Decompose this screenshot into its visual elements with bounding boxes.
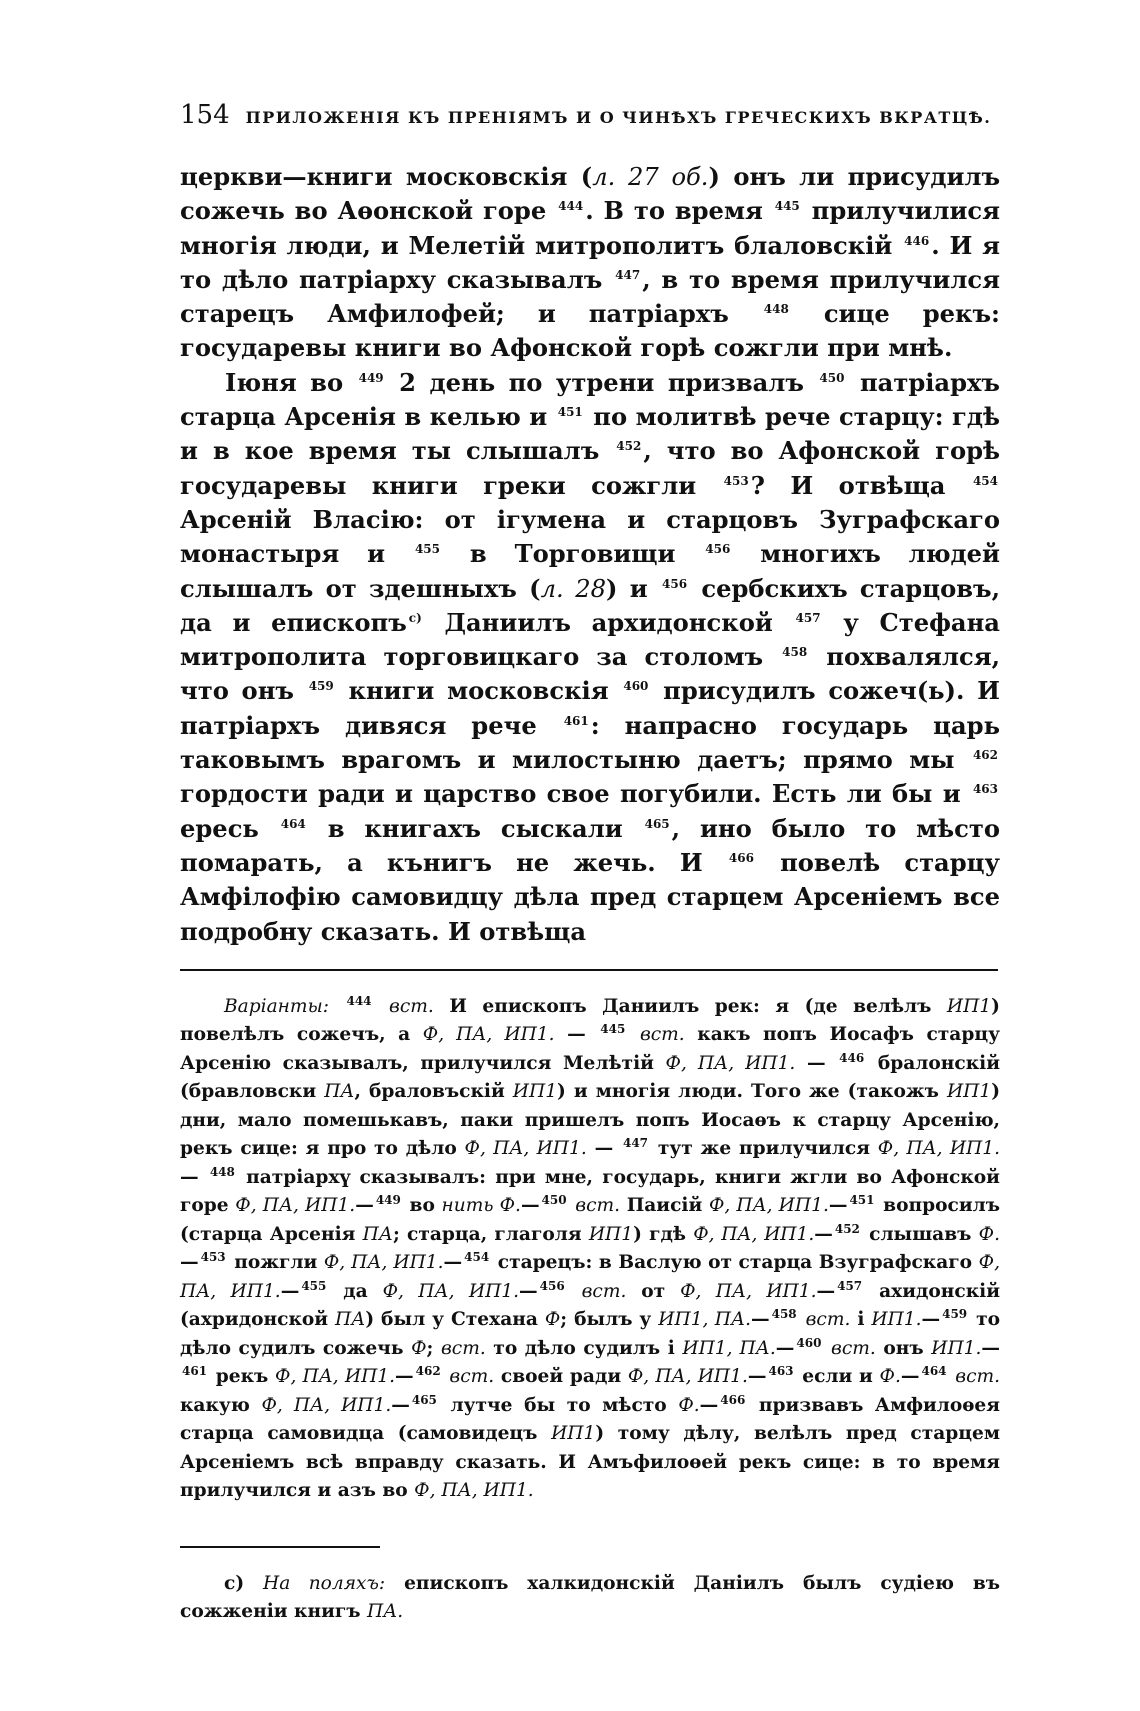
abbreviation: нить Ф.: [441, 1195, 521, 1217]
manuscript-siglum: Ф, ПА, ИП1.: [464, 1138, 587, 1160]
text-run: 2 день по утрени призвалъ: [385, 367, 818, 397]
text-run: от: [626, 1280, 681, 1302]
variant-marker: 448: [763, 302, 789, 317]
abbreviation: вст.: [389, 995, 434, 1017]
variant-marker: 456: [662, 576, 688, 591]
manuscript-siglum: ИП1: [946, 995, 992, 1017]
variant-marker: 460: [623, 679, 649, 694]
variant-number: 457: [837, 1278, 863, 1293]
manuscript-siglum: Ф.: [879, 1366, 901, 1388]
variant-marker: 455: [414, 542, 441, 557]
text-run: у Стефана митрополита торговицкаго за столомъ: [180, 607, 1000, 672]
page-header: [180, 100, 1000, 140]
variant-number: 458: [771, 1307, 797, 1322]
manuscript-siglum: Ф, ПА, ИП1.: [665, 1052, 796, 1074]
manuscript-siglum: ИП1, ПА.: [682, 1337, 776, 1359]
text-run: —: [699, 1394, 719, 1416]
manuscript-siglum: Ф, ПА, ИП1.: [422, 1024, 555, 1046]
variant-marker: 454: [972, 473, 998, 488]
main-paragraph-1: [180, 160, 1000, 366]
variant-marker: 466: [728, 850, 754, 865]
text-run: в книгахъ сыскали: [307, 813, 643, 843]
variant-marker: 453: [723, 473, 749, 488]
text-run: і: [850, 1309, 872, 1331]
text-run: —: [554, 1024, 599, 1046]
manuscript-siglum: Ф: [544, 1309, 561, 1331]
text-run: лутче бы то мѣсто: [438, 1394, 679, 1416]
variant-marker: 450: [819, 370, 845, 385]
text-run: [329, 996, 345, 1017]
manuscript-siglum: ИП1: [551, 1423, 596, 1445]
abbreviation: вст.: [440, 1337, 486, 1359]
text-run: —: [828, 1195, 848, 1217]
text-run: —: [586, 1138, 621, 1160]
text-run: какъ попъ Иосафъ старцу Арсенію сказывалъ, прилучился Мелѣтій: [180, 1024, 1000, 1074]
text-run: Іюня во: [225, 367, 357, 397]
main-text: [180, 160, 1000, 949]
text-run: , в то время прилучился старецъ Амфилофей; и патріархъ: [180, 264, 1000, 329]
text-run: старецъ: в Васлую от старца Взуграфскаго: [491, 1252, 979, 1274]
variant-number: 452: [834, 1221, 860, 1236]
text-run: прилучилися многія люди, и Мелетій митрополитъ блаловскій: [180, 196, 1000, 260]
manuscript-siglum: ИП1: [512, 1081, 558, 1103]
variant-number: 462: [415, 1364, 441, 1379]
text-run: —: [180, 1252, 199, 1274]
text-run: —: [395, 1366, 414, 1388]
text-run: да: [328, 1280, 383, 1302]
variant-number: 454: [464, 1250, 490, 1265]
text-run: [374, 996, 390, 1017]
text-run: ересь: [180, 813, 279, 843]
abbreviation: вст.: [581, 1280, 627, 1302]
text-run: тут же прилучился: [650, 1138, 878, 1160]
text-run: гордости ради и царство свое погубили. Есть ли бы и: [180, 779, 971, 809]
manuscript-siglum: Ф, ПА, ИП1.: [708, 1195, 829, 1217]
manuscript-siglum: ПА: [324, 1081, 355, 1103]
text-run: многихъ людей слышалъ от здешныхъ (: [180, 539, 1000, 603]
text-run: ) повелѣлъ сожечъ, а: [180, 995, 1000, 1046]
text-run: ) дни, мало помешькавъ, паки пришелъ попъ Иосаѳъ к старцу Арсенію, рекъ сице: я про то дѣло: [180, 1081, 1001, 1160]
text-run: призвавъ Амфилоѳея старца самовидца (самовидецъ: [180, 1394, 1000, 1445]
text-run: —: [981, 1337, 1000, 1359]
text-run: [823, 1338, 831, 1359]
footnote-margin-note: На поляхъ:: [263, 1572, 386, 1594]
variant-marker: 465: [644, 816, 670, 831]
variant-marker: 451: [557, 405, 583, 420]
variant-marker: 449: [358, 370, 384, 385]
manuscript-siglum: ИП1.: [931, 1337, 982, 1359]
text-run: патріархъ старца Арсенія в келью и: [180, 367, 1000, 432]
text-run: —: [751, 1309, 770, 1331]
variant-marker: 459: [308, 679, 334, 694]
variant-number: 461: [182, 1364, 208, 1379]
text-run: в Торговищи: [442, 539, 704, 569]
variants-apparatus: [180, 993, 1000, 1506]
variant-number: 463: [768, 1364, 794, 1379]
variant-number: 444: [346, 993, 372, 1008]
variant-marker: 457: [795, 610, 821, 625]
variant-marker: 446: [904, 233, 930, 248]
text-run: ) онъ ли присудилъ сожечь во Аѳонской горе: [180, 162, 1000, 226]
manuscript-siglum: Ф, ПА, ИП1.: [261, 1394, 392, 1416]
text-run: церкви—книги московскія (: [180, 162, 593, 191]
manuscript-siglum: Ф.: [978, 1223, 1000, 1245]
manuscript-siglum: Ф, ПА, ИП1.: [235, 1195, 356, 1217]
abbreviation: вст.: [831, 1337, 876, 1359]
text-run: вопросилъ (старца Арсенія: [180, 1195, 1000, 1245]
variant-marker: 461: [563, 713, 589, 728]
text-run: сербскихъ старцовъ, да и епископъ: [180, 573, 1001, 637]
footnote-marker: c): [408, 610, 422, 625]
text-run: присудилъ сожеч(ь). И патріархъ дивяся рече: [180, 676, 1001, 740]
main-divider: [180, 969, 998, 971]
manuscript-siglum: ПА: [362, 1223, 393, 1245]
text-run: рекъ: [209, 1366, 276, 1388]
text-run: пожгли: [227, 1252, 324, 1274]
footnote: [180, 1570, 1000, 1627]
text-run: —: [180, 1166, 208, 1188]
footnote-divider: [180, 1546, 380, 1548]
text-run: во: [402, 1195, 442, 1217]
running-title: ПРИЛОЖЕНІЯ КЪ ПРЕНІЯМЪ И О ЧИНѢХЪ ГРЕЧЕСКИХЪ ВКРАТЦѢ.: [245, 108, 992, 127]
manuscript-siglum: ПА: [335, 1309, 366, 1331]
text-run: повелѣ старцу Амфілофію самовидцу дѣла пред старцем Арсеніемъ все подробну сказать. И отвѣща: [180, 847, 1000, 946]
text-run: своей ради: [494, 1366, 628, 1388]
text-run: —: [520, 1195, 540, 1217]
folio-reference: л. 28: [540, 574, 607, 603]
text-run: , браловъскій: [354, 1081, 513, 1103]
text-run: ахидонскій (ахридонской: [180, 1280, 1001, 1331]
text-run: какую: [180, 1394, 262, 1416]
text-run: сице рекъ: государевы книги во Афонской горѣ сожгли при мнѣ.: [180, 299, 1000, 363]
variant-number: 460: [796, 1335, 822, 1350]
page-number: 154: [180, 100, 230, 130]
manuscript-siglum: Ф: [411, 1337, 427, 1359]
text-run: ) гдѣ: [633, 1223, 694, 1245]
page: [180, 100, 1000, 1627]
text-run: —: [921, 1309, 941, 1331]
variant-number: 465: [411, 1392, 437, 1407]
text-run: епископъ халкидонскій Даніилъ былъ судіею въ сожженіи книгъ: [180, 1572, 1000, 1623]
text-run: . И я то дѣло патріарху сказывалъ: [180, 230, 1001, 294]
manuscript-siglum: ПА.: [367, 1601, 404, 1623]
main-paragraph-2: [180, 366, 1000, 949]
text-run: ) и: [606, 573, 661, 603]
manuscript-siglum: Ф, ПА, ИП1.: [877, 1138, 1001, 1160]
text-run: —: [519, 1280, 538, 1302]
variant-number: 453: [200, 1250, 226, 1265]
text-run: патріархү сказывалъ: при мне, государь, книги жгли во Афонской горе: [180, 1166, 1000, 1217]
variants-heading: Варіанты:: [224, 995, 329, 1017]
text-run: книги московскія: [335, 676, 622, 706]
variant-marker: 464: [280, 816, 306, 831]
text-run: —: [814, 1223, 833, 1245]
variant-marker: 463: [972, 782, 998, 797]
text-run: —: [747, 1366, 767, 1388]
text-run: Паисій: [620, 1195, 709, 1217]
manuscript-siglum: ИП1: [946, 1081, 992, 1103]
text-run: бралонскій (бравловски: [180, 1052, 1000, 1103]
manuscript-siglum: Ф, ПА, ИП1.: [382, 1280, 520, 1302]
abbreviation: вст.: [449, 1366, 495, 1388]
variant-number: 459: [942, 1307, 968, 1322]
variant-number: 450: [541, 1193, 567, 1208]
variant-number: 466: [720, 1392, 746, 1407]
text-run: , что во Афонской горѣ государевы книги греки сожгли: [180, 436, 1000, 500]
text-run: —: [900, 1366, 920, 1388]
text-run: ) был у Стехана: [365, 1309, 545, 1331]
variant-number: 451: [849, 1193, 875, 1208]
variant-number: 449: [375, 1193, 401, 1208]
manuscript-siglum: ИП1, ПА.: [658, 1309, 752, 1331]
text-run: то дѣло судилъ і: [485, 1337, 683, 1359]
manuscript-siglum: Ф, ПА, ИП1.: [275, 1366, 396, 1388]
folio-reference: л. 27 об.: [592, 163, 709, 191]
text-run: [627, 1024, 640, 1045]
variant-number: 455: [301, 1278, 327, 1293]
text-run: —: [816, 1280, 836, 1302]
footnote-label: c): [224, 1572, 264, 1594]
text-run: ;: [426, 1337, 441, 1359]
text-run: —: [391, 1394, 410, 1416]
text-run: похвалялся, что онъ: [180, 642, 1000, 706]
variant-marker: 456: [705, 542, 731, 557]
text-run: ? И отвѣща: [750, 470, 971, 500]
text-run: ) тому дѣлу, велѣлъ пред старцем Арсеніемъ всѣ вправду сказать. И Амъфилоѳей рекъ сице: в то время прилучился и азъ во: [180, 1423, 1001, 1502]
text-run: —: [795, 1052, 838, 1074]
manuscript-siglum: Ф, ПА, ИП1.: [323, 1252, 444, 1274]
variant-marker: 452: [616, 439, 642, 454]
manuscript-siglum: Ф, ПА, ИП1.: [627, 1366, 748, 1388]
manuscript-siglum: Ф, ПА, ИП1.: [180, 1252, 1000, 1302]
manuscript-siglum: ИП1: [588, 1223, 634, 1245]
abbreviation: вст.: [805, 1309, 851, 1331]
variant-marker: 444: [558, 199, 584, 214]
text-run: И епископъ Даниилъ рек: я (де велѣлъ: [433, 995, 947, 1017]
text-run: . В то время: [585, 196, 773, 226]
text-run: по молитвѣ рече старцу: гдѣ и в кое время ты слышалъ: [180, 402, 1000, 466]
text-run: Даниилъ архидонской: [423, 607, 794, 637]
abbreviation: вст.: [639, 1024, 685, 1046]
manuscript-siglum: Ф, ПА, ИП1.: [414, 1480, 534, 1502]
variant-marker: 445: [774, 199, 800, 214]
text-run: Арсеній Власію: от ігумена и старцовъ Зуграфскаго монастыря и: [180, 504, 1000, 569]
manuscript-siglum: Ф.: [678, 1394, 700, 1416]
variant-number: 456: [539, 1278, 565, 1293]
manuscript-siglum: Ф, ПА, ИП1.: [680, 1280, 817, 1302]
abbreviation: вст.: [575, 1195, 621, 1217]
variant-number: 446: [839, 1050, 865, 1065]
variant-marker: 462: [972, 747, 998, 762]
text-run: если и: [795, 1366, 880, 1388]
text-run: [799, 1309, 806, 1330]
abbreviation: вст.: [955, 1366, 1001, 1388]
text-run: онъ: [875, 1337, 932, 1359]
text-run: ; былъ у: [560, 1309, 659, 1331]
variant-number: 447: [622, 1136, 649, 1151]
text-run: —: [443, 1252, 463, 1274]
text-run: то дѣло судилъ сожечь: [180, 1309, 1001, 1359]
text-run: —: [775, 1337, 795, 1359]
variant-number: 464: [921, 1364, 947, 1379]
text-run: ) и многія люди. Того же (такожъ: [557, 1081, 947, 1103]
text-run: , ино было то мѣсто помарать, а кънигъ не жечь. И: [180, 813, 1000, 877]
variant-number: 445: [600, 1022, 626, 1037]
text-run: [567, 1281, 582, 1302]
variant-marker: 458: [782, 645, 808, 660]
manuscript-siglum: ИП1.: [871, 1309, 922, 1331]
text-run: : напрасно государь царь таковымъ врагомъ и милостыню даетъ; прямо мы: [180, 710, 1000, 775]
text-run: слышавъ: [861, 1223, 979, 1245]
variant-marker: 447: [615, 267, 641, 282]
text-run: —: [355, 1195, 374, 1217]
text-run: ; старца, глаголя: [392, 1223, 589, 1245]
variant-number: 448: [209, 1164, 235, 1179]
manuscript-siglum: Ф, ПА, ИП1.: [693, 1223, 815, 1245]
text-run: —: [280, 1280, 300, 1302]
